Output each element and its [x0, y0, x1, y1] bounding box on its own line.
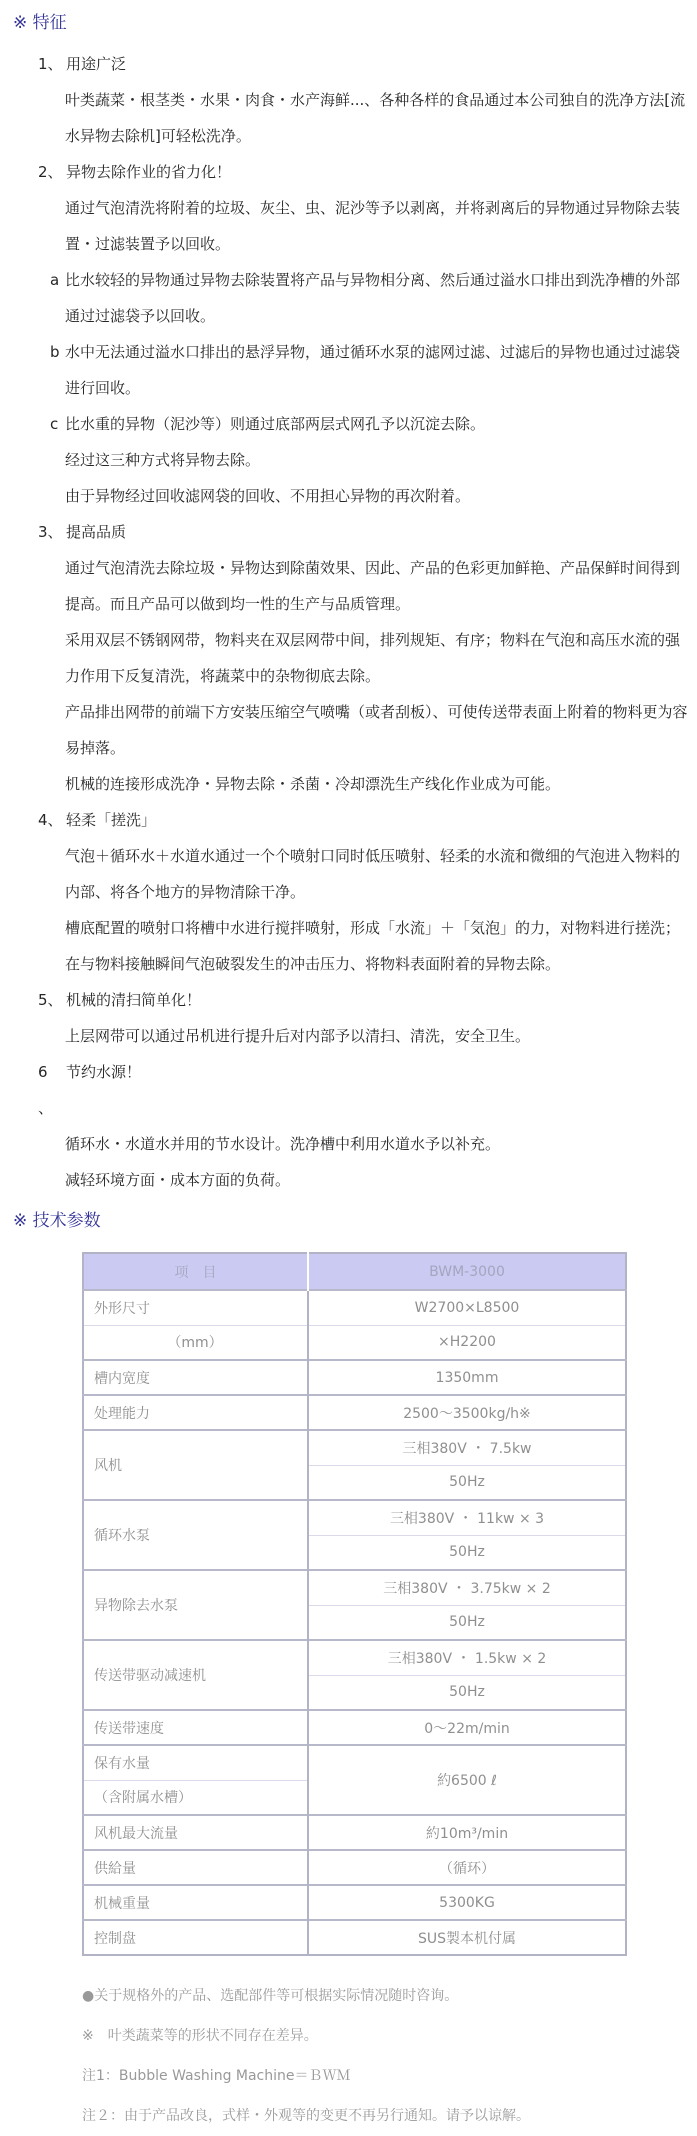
spec-value-cell: 三相380V ・ 7.5kw	[308, 1430, 626, 1465]
feature-subitem-c	[0, 406, 693, 442]
feature-paragraph: 上层网带可以通过吊机进行提升后对内部予以清扫、清洗，安全卫生。	[65, 1027, 531, 1045]
feature-subitem-a	[0, 262, 693, 334]
feature-heading	[0, 1054, 697, 1126]
footnote-custom-order: ●关于规格外的产品、选配部件等可根据实际情况随时咨询。	[82, 1988, 459, 2004]
specs-header-row	[83, 1253, 626, 1290]
feature-paragraph: 气泡＋循环水＋水道水通过一个个喷射口同时低压喷射、轻柔的水流和微细的气泡进入物料的内部、将各个地方的异物清除干净。	[65, 847, 681, 901]
feature-number: 6 、	[38, 1063, 54, 1117]
spec-row-max-airflow	[83, 1815, 626, 1850]
feature-item-1	[0, 46, 697, 154]
spec-label-cell: 控制盘	[83, 1920, 308, 1955]
spec-value-cell: W2700×L8500	[308, 1290, 626, 1325]
feature-paragraph: 由于异物经过回收滤网袋的回收、不用担心异物的再次附着。	[65, 487, 471, 505]
spec-label-cell: 异物除去水泵	[83, 1570, 308, 1640]
spec-value-cell: 0～22m/min	[308, 1710, 626, 1745]
feature-heading	[0, 46, 697, 82]
feature-title: 用途广泛	[66, 55, 127, 73]
spec-value-cell: 1350mm	[308, 1360, 626, 1395]
spec-label-cell: 供給量	[83, 1850, 308, 1885]
spec-label-cell: 循环水泵	[83, 1500, 308, 1570]
feature-title: 轻柔「搓洗」	[66, 811, 157, 829]
feature-paragraph: 产品排出网带的前端下方安装压缩空气喷嘴（或者刮板）、可使传送带表面上附着的物料更为容易掉落。	[65, 703, 688, 757]
subitem-letter: b	[50, 343, 60, 361]
spec-label-cell: 机械重量	[83, 1885, 308, 1920]
feature-title: 异物去除作业的省力化！	[66, 163, 232, 181]
spec-row-belt-speed	[83, 1710, 626, 1745]
spec-value-cell: 5300KG	[308, 1885, 626, 1920]
spec-row-circulation-pump	[83, 1500, 626, 1535]
feature-number: 1、	[38, 55, 63, 73]
spec-value-cell: SUS製本机付属	[308, 1920, 626, 1955]
spec-value-cell: 三相380V ・ 3.75kw × 2	[308, 1570, 626, 1605]
feature-number: 2、	[38, 163, 63, 181]
feature-paragraph: 循环水・水道水并用的节水设计。洗净槽中利用水道水予以补充。	[65, 1135, 501, 1153]
feature-item-5	[0, 982, 697, 1054]
spec-row-conveyor-motor	[83, 1640, 626, 1675]
spec-row-dimensions-unit	[83, 1325, 626, 1360]
footnotes	[82, 1976, 697, 2136]
spec-label-cell: 传送带速度	[83, 1710, 308, 1745]
spec-label-cell: 槽内宽度	[83, 1360, 308, 1395]
specs-section-header: ※ 技术参数	[13, 1211, 101, 1231]
feature-heading	[0, 514, 697, 550]
spec-row-water-volume	[83, 1745, 626, 1780]
spec-value-cell: 約6500 ℓ	[308, 1745, 626, 1815]
footnote-bwm-abbreviation: 注1：Bubble Washing Machine＝ＢＷＭ	[82, 2068, 351, 2084]
spec-label-cell: 风机最大流量	[83, 1815, 308, 1850]
feature-paragraph: 叶类蔬菜・根茎类・水果・肉食・水产海鲜...、各种各样的食品通过本公司独自的洗净方法[流水异物去除机]可轻松洗净。	[65, 91, 686, 145]
spec-value-cell: 50Hz	[308, 1535, 626, 1570]
footnote-design-change: 注２：由于产品改良，式样・外观等的变更不再另行通知。请予以谅解。	[82, 2108, 530, 2124]
feature-item-3	[0, 514, 697, 802]
spec-label-cell: 保有水量	[83, 1745, 308, 1780]
feature-number: 5、	[38, 991, 63, 1009]
spec-col-item: 项 目	[83, 1253, 308, 1290]
feature-item-2	[0, 154, 697, 514]
feature-number: 3、	[38, 523, 63, 541]
spec-value-cell: 50Hz	[308, 1465, 626, 1500]
features-list	[0, 46, 697, 1198]
feature-paragraph: 通过气泡清洗将附着的垃圾、灰尘、虫、泥沙等予以剥离，并将剥离后的异物通过异物除去装置・过滤装置予以回收。	[65, 199, 681, 253]
spec-value-cell: 三相380V ・ 11kw × 3	[308, 1500, 626, 1535]
spec-row-tank-width	[83, 1360, 626, 1395]
feature-heading	[0, 154, 697, 190]
feature-item-6	[0, 1054, 697, 1198]
subitem-text: 比水较轻的异物通过异物去除装置将产品与异物相分离、然后通过溢水口排出到洗净槽的外部通过过滤袋予以回收。	[65, 271, 681, 325]
feature-heading	[0, 982, 697, 1018]
feature-title: 节约水源！	[66, 1063, 142, 1081]
spec-value-cell: 約10m³/min	[308, 1815, 626, 1850]
feature-paragraph: 采用双层不锈钢网带，物料夹在双层网带中间，排列规矩、有序；物料在气泡和高压水流的强力作用下反复清洗，将蔬菜中的杂物彻底去除。	[65, 631, 681, 685]
feature-title: 机械的清扫简单化！	[66, 991, 202, 1009]
subitem-text: 比水重的异物（泥沙等）则通过底部两层式网孔予以沉淀去除。	[65, 415, 486, 433]
spec-label-cell: 处理能力	[83, 1395, 308, 1430]
spec-row-weight	[83, 1885, 626, 1920]
spec-row-dimensions	[83, 1290, 626, 1325]
spec-value-cell: 50Hz	[308, 1675, 626, 1710]
spec-value-cell: 三相380V ・ 1.5kw × 2	[308, 1640, 626, 1675]
feature-title: 提高品质	[66, 523, 127, 541]
spec-label-cell: 风机	[83, 1430, 308, 1500]
spec-value-cell: （循环）	[308, 1850, 626, 1885]
spec-row-blower	[83, 1430, 626, 1465]
spec-row-capacity	[83, 1395, 626, 1430]
feature-item-4	[0, 802, 697, 982]
spec-value-cell: 2500～3500kg/h※	[308, 1395, 626, 1430]
spec-label-cell: 传送带驱动减速机	[83, 1640, 308, 1710]
spec-sheet-page	[0, 8, 697, 2124]
spec-row-control-panel	[83, 1920, 626, 1955]
spec-label-cell: （mm）	[83, 1325, 308, 1360]
spec-label-cell: 外形尺寸	[83, 1290, 308, 1325]
subitem-letter: c	[50, 415, 59, 433]
feature-paragraph: 槽底配置的喷射口将槽中水进行搅拌喷射，形成「水流」＋「気泡」的力，对物料进行搓洗；在与物料接触瞬间气泡破裂发生的冲击压力、将物料表面附着的异物去除。	[65, 919, 681, 973]
feature-number: 4、	[38, 811, 63, 829]
spec-row-debris-pump	[83, 1570, 626, 1605]
feature-subitem-b	[0, 334, 693, 406]
feature-paragraph: 机械的连接形成洗净・异物去除・杀菌・冷却漂洗生产线化作业成为可能。	[65, 775, 561, 793]
specs-table	[82, 1252, 627, 1956]
subitem-text: 水中无法通过溢水口排出的悬浮异物，通过循环水泵的滤网过滤、过滤后的异物也通过过滤袋进行回收。	[65, 343, 681, 397]
features-section-header: ※ 特征	[13, 13, 67, 33]
spec-col-model: BWM-3000	[308, 1253, 626, 1290]
feature-paragraph: 减轻环境方面・成本方面的负荷。	[65, 1171, 291, 1189]
spec-value-cell: ×H2200	[308, 1325, 626, 1360]
spec-label-cell: （含附属水槽）	[83, 1780, 308, 1815]
feature-paragraph: 经过这三种方式将异物去除。	[65, 451, 261, 469]
feature-heading	[0, 802, 697, 838]
spec-value-cell: 50Hz	[308, 1605, 626, 1640]
feature-paragraph: 通过气泡清洗去除垃圾・异物达到除菌效果、因此、产品的色彩更加鲜艳、产品保鲜时间得到提高。而且产品可以做到均一性的生产与品质管理。	[65, 559, 681, 613]
spec-row-supply	[83, 1850, 626, 1885]
footnote-capacity-variance: ※ 叶类蔬菜等的形状不同存在差异。	[82, 2028, 318, 2044]
subitem-letter: a	[50, 271, 60, 289]
